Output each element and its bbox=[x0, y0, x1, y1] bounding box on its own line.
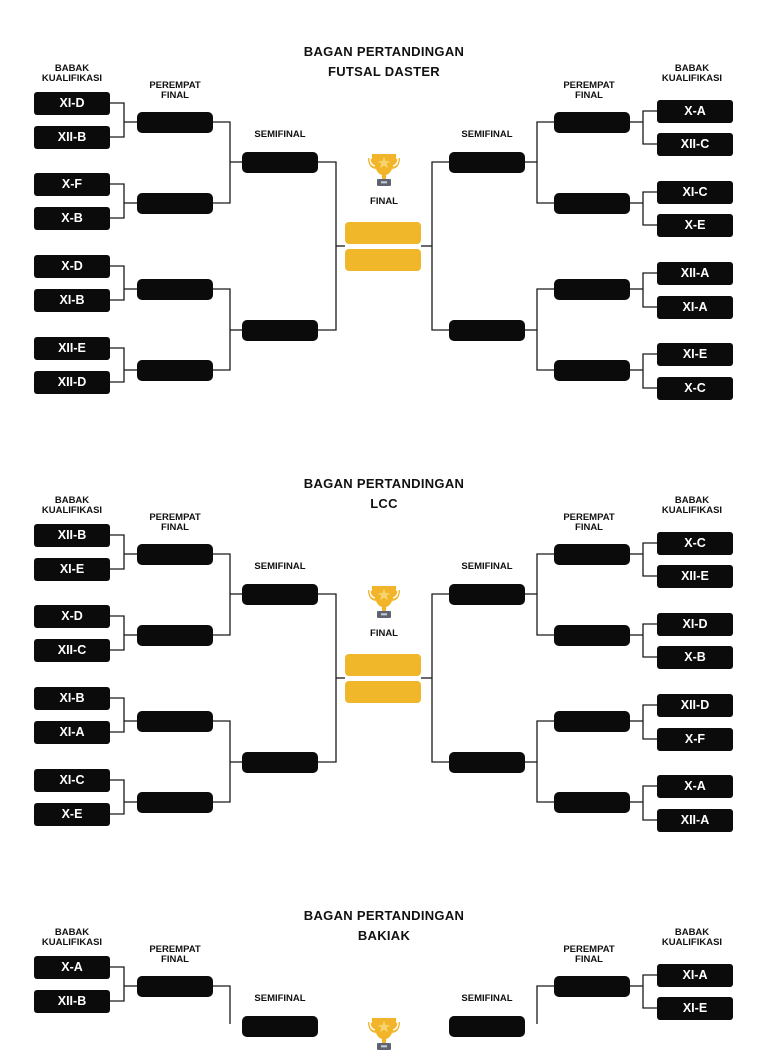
team-slot[interactable]: X-B bbox=[34, 207, 110, 230]
quarterfinal-slot-right[interactable] bbox=[554, 112, 630, 133]
bracket-connector bbox=[643, 192, 657, 225]
bracket-connector bbox=[432, 162, 449, 330]
trophy-icon bbox=[364, 580, 404, 620]
quarterfinal-slot-left[interactable] bbox=[137, 711, 213, 732]
label-final: FINAL bbox=[370, 628, 398, 639]
bracket-connector bbox=[643, 624, 657, 657]
quarterfinal-slot-right[interactable] bbox=[554, 193, 630, 214]
team-slot[interactable]: XI-B bbox=[34, 289, 110, 312]
team-slot[interactable]: X-D bbox=[34, 605, 110, 628]
team-slot[interactable]: X-C bbox=[657, 377, 733, 400]
bracket-connector bbox=[318, 162, 336, 330]
team-slot[interactable]: X-A bbox=[657, 100, 733, 123]
bracket-connector bbox=[643, 975, 657, 1008]
label-quarterfinal-right: PEREMPAT FINAL bbox=[563, 80, 615, 101]
label-qualification-right: BABAK KUALIFIKASI bbox=[661, 495, 723, 516]
semifinal-slot-right[interactable] bbox=[449, 584, 525, 605]
semifinal-slot-left[interactable] bbox=[242, 320, 318, 341]
team-slot[interactable]: XII-C bbox=[657, 133, 733, 156]
trophy-icon bbox=[364, 148, 404, 188]
quarterfinal-slot-right[interactable] bbox=[554, 279, 630, 300]
team-slot[interactable]: XII-D bbox=[34, 371, 110, 394]
label-qualification-right: BABAK KUALIFIKASI bbox=[661, 63, 723, 84]
final-slot[interactable] bbox=[345, 654, 421, 676]
team-slot[interactable]: XII-E bbox=[657, 565, 733, 588]
bracket-connector bbox=[537, 289, 554, 370]
team-slot[interactable]: X-E bbox=[34, 803, 110, 826]
team-slot[interactable]: X-A bbox=[34, 956, 110, 979]
label-qualification-left: BABAK KUALIFIKASI bbox=[41, 63, 103, 84]
bracket-connector bbox=[537, 986, 554, 1024]
quarterfinal-slot-left[interactable] bbox=[137, 625, 213, 646]
team-slot[interactable]: XI-C bbox=[34, 769, 110, 792]
team-slot[interactable]: XI-D bbox=[34, 92, 110, 115]
label-semifinal-right: SEMIFINAL bbox=[461, 993, 513, 1004]
final-slot[interactable] bbox=[345, 249, 421, 271]
bracket-connector bbox=[110, 266, 124, 300]
semifinal-slot-right[interactable] bbox=[449, 1016, 525, 1037]
label-semifinal-right: SEMIFINAL bbox=[461, 129, 513, 140]
team-slot[interactable]: XII-E bbox=[34, 337, 110, 360]
team-slot[interactable]: XI-A bbox=[657, 296, 733, 319]
label-semifinal-left: SEMIFINAL bbox=[254, 561, 306, 572]
team-slot[interactable]: XI-E bbox=[657, 343, 733, 366]
label-quarterfinal-left: PEREMPAT FINAL bbox=[149, 944, 201, 965]
bracket-connector bbox=[110, 348, 124, 382]
team-slot[interactable]: XI-D bbox=[657, 613, 733, 636]
quarterfinal-slot-left[interactable] bbox=[137, 976, 213, 997]
bracket-connector bbox=[213, 122, 230, 203]
team-slot[interactable]: XI-A bbox=[657, 964, 733, 987]
team-slot[interactable]: XII-A bbox=[657, 809, 733, 832]
team-slot[interactable]: XII-B bbox=[34, 990, 110, 1013]
team-slot[interactable]: XII-B bbox=[34, 126, 110, 149]
label-qualification-left: BABAK KUALIFIKASI bbox=[41, 495, 103, 516]
semifinal-slot-right[interactable] bbox=[449, 152, 525, 173]
bracket-title: BAGAN PERTANDINGAN BAKIAK bbox=[303, 908, 465, 943]
team-slot[interactable]: X-C bbox=[657, 532, 733, 555]
team-slot[interactable]: X-E bbox=[657, 214, 733, 237]
bracket-connector bbox=[110, 967, 124, 1001]
bracket-connector bbox=[537, 122, 554, 203]
bracket-connector bbox=[537, 554, 554, 635]
team-slot[interactable]: XII-D bbox=[657, 694, 733, 717]
team-slot[interactable]: XI-C bbox=[657, 181, 733, 204]
label-semifinal-left: SEMIFINAL bbox=[254, 993, 306, 1004]
bracket-connector bbox=[432, 594, 449, 762]
bracket-connector bbox=[213, 289, 230, 370]
team-slot[interactable]: XII-C bbox=[34, 639, 110, 662]
bracket-connector bbox=[110, 103, 124, 137]
bracket-connector bbox=[110, 780, 124, 814]
bracket-connector bbox=[643, 543, 657, 576]
team-slot[interactable]: X-A bbox=[657, 775, 733, 798]
quarterfinal-slot-right[interactable] bbox=[554, 976, 630, 997]
bracket-connector bbox=[213, 986, 230, 1024]
bracket-connector bbox=[318, 594, 336, 762]
quarterfinal-slot-right[interactable] bbox=[554, 792, 630, 813]
semifinal-slot-right[interactable] bbox=[449, 752, 525, 773]
team-slot[interactable]: XI-A bbox=[34, 721, 110, 744]
semifinal-slot-left[interactable] bbox=[242, 152, 318, 173]
final-slot[interactable] bbox=[345, 681, 421, 703]
quarterfinal-slot-left[interactable] bbox=[137, 360, 213, 381]
semifinal-slot-left[interactable] bbox=[242, 584, 318, 605]
semifinal-slot-right[interactable] bbox=[449, 320, 525, 341]
bracket-connector bbox=[643, 705, 657, 739]
bracket-connector bbox=[110, 698, 124, 732]
label-quarterfinal-right: PEREMPAT FINAL bbox=[563, 512, 615, 533]
quarterfinal-slot-left[interactable] bbox=[137, 792, 213, 813]
final-slot[interactable] bbox=[345, 222, 421, 244]
quarterfinal-slot-right[interactable] bbox=[554, 544, 630, 565]
quarterfinal-slot-left[interactable] bbox=[137, 193, 213, 214]
team-slot[interactable]: X-F bbox=[657, 728, 733, 751]
team-slot[interactable]: X-B bbox=[657, 646, 733, 669]
team-slot[interactable]: XII-A bbox=[657, 262, 733, 285]
bracket-connector bbox=[213, 721, 230, 802]
team-slot[interactable]: XI-B bbox=[34, 687, 110, 710]
bracket-connector bbox=[643, 273, 657, 307]
quarterfinal-slot-left[interactable] bbox=[137, 279, 213, 300]
label-quarterfinal-right: PEREMPAT FINAL bbox=[563, 944, 615, 965]
bracket-connector bbox=[643, 786, 657, 820]
quarterfinal-slot-right[interactable] bbox=[554, 360, 630, 381]
label-semifinal-right: SEMIFINAL bbox=[461, 561, 513, 572]
quarterfinal-slot-left[interactable] bbox=[137, 544, 213, 565]
semifinal-slot-left[interactable] bbox=[242, 752, 318, 773]
label-final: FINAL bbox=[370, 196, 398, 207]
bracket-connector bbox=[213, 554, 230, 635]
team-slot[interactable]: XI-E bbox=[657, 997, 733, 1020]
bracket-title: BAGAN PERTANDINGAN FUTSAL DASTER bbox=[303, 44, 465, 79]
semifinal-slot-left[interactable] bbox=[242, 1016, 318, 1037]
bracket-connector bbox=[537, 721, 554, 802]
label-quarterfinal-left: PEREMPAT FINAL bbox=[149, 80, 201, 101]
bracket-connector bbox=[110, 535, 124, 569]
team-slot[interactable]: X-F bbox=[34, 173, 110, 196]
quarterfinal-slot-right[interactable] bbox=[554, 711, 630, 732]
quarterfinal-slot-right[interactable] bbox=[554, 625, 630, 646]
bracket-connector bbox=[643, 111, 657, 144]
label-qualification-right: BABAK KUALIFIKASI bbox=[661, 927, 723, 948]
bracket-title: BAGAN PERTANDINGAN LCC bbox=[303, 476, 465, 511]
bracket-connector bbox=[110, 184, 124, 218]
label-semifinal-left: SEMIFINAL bbox=[254, 129, 306, 140]
label-qualification-left: BABAK KUALIFIKASI bbox=[41, 927, 103, 948]
quarterfinal-slot-left[interactable] bbox=[137, 112, 213, 133]
team-slot[interactable]: X-D bbox=[34, 255, 110, 278]
label-quarterfinal-left: PEREMPAT FINAL bbox=[149, 512, 201, 533]
team-slot[interactable]: XII-B bbox=[34, 524, 110, 547]
bracket-connector bbox=[110, 616, 124, 650]
team-slot[interactable]: XI-E bbox=[34, 558, 110, 581]
trophy-icon bbox=[364, 1012, 404, 1052]
bracket-connector bbox=[643, 354, 657, 388]
